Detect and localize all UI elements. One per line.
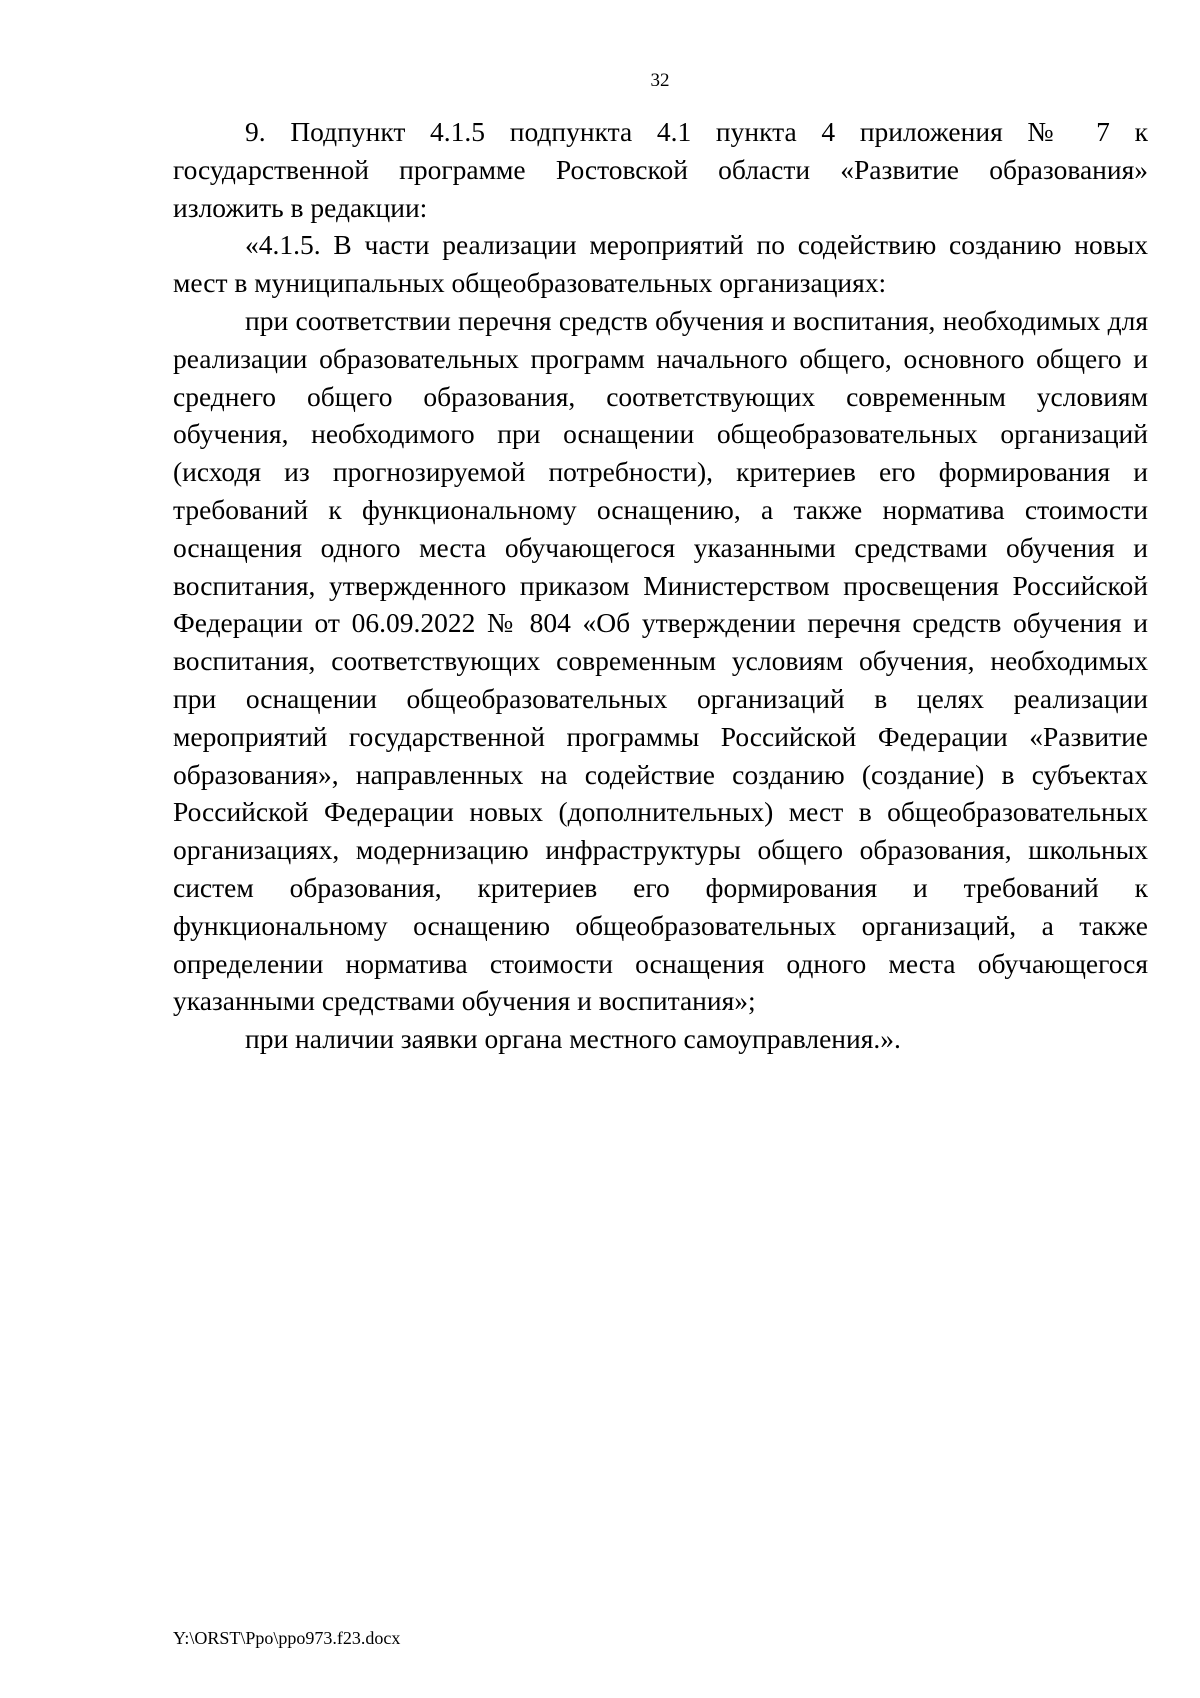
paragraph-subitem-heading: «4.1.5. В части реализации мероприятий по содействию созданию новых мест в муниципальных общеобразовательных организациях:	[173, 229, 1148, 299]
paragraph-condition-list: при соответствии перечня средств обучения и воспитания, необходимых для реализации образовательных программ начального общего, основного общего и среднего общего образования, соответствующих современным условиям обучения, необходимого при оснащении общеобразовательных организаций (исходя из прогнозируемой потребности), критериев его формирования и требований к функциональному оснащению, а также норматива стоимости оснащения одного места обучающегося указанными средствами обучения и воспитания, утвержденного приказом Министерством просвещения Российской Федерации от 06.09.2022 № 804 «Об утверждении перечня средств обучения и воспитания, соответствующих современным условиям обучения, необходимых при оснащении общеобразовательных организаций в целях реализации мероприятий государственной программы Российской Федерации «Развитие образования», направленных на содействие созданию (создание) в субъектах Российской Федерации новых (дополнительных) мест в общеобразовательных организациях, модернизацию инфраструктуры общего образования, школьных систем образования, критериев его формирования и требований к функциональному оснащению общеобразовательных организаций, а также определении норматива стоимости оснащения одного места обучающегося указанными средствами обучения и воспитания»;	[173, 304, 1148, 1017]
paragraph-condition-application: при наличии заявки органа местного самоуправления.».	[245, 1023, 901, 1055]
paragraph-amendment-intro: 9. Подпункт 4.1.5 подпункта 4.1 пункта 4 приложения № 7 к государственной программе Ростовской области «Развитие образования» изложить в редакции:	[173, 116, 1148, 223]
document-body	[173, 113, 1148, 1058]
footer-file-path: Y:\ORST\Ppo\ppo973.f23.docx	[173, 1628, 401, 1648]
page-number: 32	[650, 70, 670, 91]
